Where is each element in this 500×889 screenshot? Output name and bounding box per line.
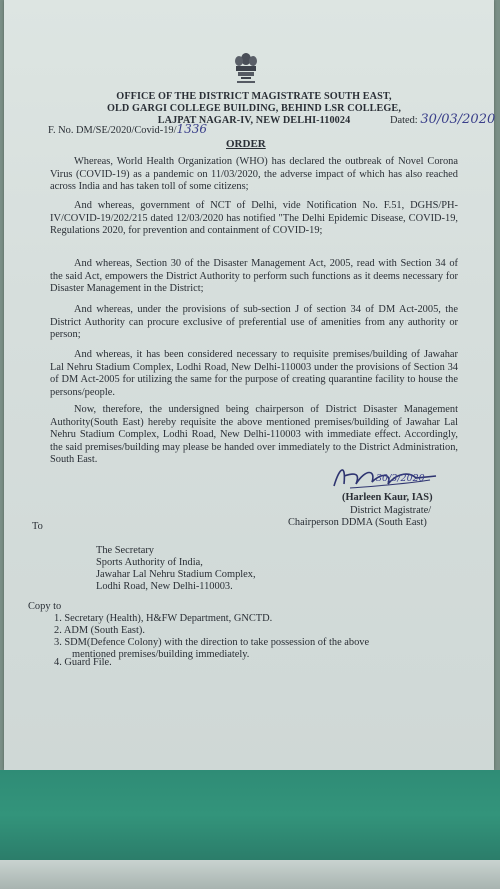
paragraph-6: Now, therefore, the undersigned being chairperson of District Disaster Management Authority(South East) hereby requisite the above mentioned premises/building of Jawahar Lal Nehru Stadium Complex, Lodhi Road, New Delhi-110003 with immediate effect. Accordingly, the said premises/building may please be handed over immediately to the District Administration, South East.: [50, 404, 458, 466]
file-number-text: F. No. DM/SE/2020/Covid-19/: [48, 125, 177, 136]
paragraph-1: Whereas, World Health Organization (WHO) has declared the outbreak of Novel Corona Virus (COVID-19) as a pandemic on 11/03/2020, the adverse impact of which has also reached across India and has taken toll of some citizens;: [50, 156, 458, 193]
copy-item: 4. Guard File.: [54, 657, 112, 668]
addressee-line: The Secretary: [96, 545, 154, 556]
national-emblem-icon: [232, 50, 260, 88]
to-label: To: [32, 521, 43, 532]
addressee-line: Jawahar Lal Nehru Stadium Complex,: [96, 569, 256, 580]
copy-item-continuation: mentioned premises/building immediately.: [72, 649, 250, 660]
addressee-line: Sports Authority of India,: [96, 557, 203, 568]
dated: [390, 114, 495, 128]
signatory-designation-1: District Magistrate/: [350, 505, 432, 516]
copy-item: 2. ADM (South East).: [54, 625, 145, 636]
paragraph-3: And whereas, Section 30 of the Disaster Management Act, 2005, read with Section 34 of the said Act, empowers the District Authority to perform such functions as it deems necessary for Disaster Management in the District;: [50, 258, 458, 295]
copy-item: 1. Secretary (Health), H&FW Department, GNCTD.: [54, 613, 273, 624]
table-surface: [0, 770, 500, 860]
dated-value: 30/03/2020: [420, 112, 496, 127]
signature-date: 30/3/2020: [376, 473, 425, 484]
paragraph-4: And whereas, under the provisions of sub-section J of section 34 of DM Act-2005, the District Authority can procure exclusive of preferential use of amenities from any authority or person;: [50, 304, 458, 341]
floor-surface: [0, 860, 500, 889]
paragraph-2: And whereas, government of NCT of Delhi, vide Notification No. F.51, DGHS/PH-IV/COVID-19/202/215 dated 12/03/2020 has notified "The Delhi Epidemic Disease, COVID-19, Regulations 2020, for prevention and containment of COVID-19;: [50, 200, 458, 237]
signatory-designation-2: Chairperson DDMA (South East): [288, 517, 427, 528]
header-line-2: OLD GARGI COLLEGE BUILDING, BEHIND LSR COLLEGE,: [107, 103, 401, 114]
dated-label: Dated:: [390, 115, 418, 126]
copy-item: 3. SDM(Defence Colony) with the direction to take possession of the above: [54, 637, 370, 648]
signatory-name: (Harleen Kaur, IAS): [342, 492, 433, 503]
document-page: [4, 0, 494, 770]
paragraph-5: And whereas, it has been considered necessary to requisite premises/building of Jawahar Lal Nehru Stadium Complex, Lodhi Road, New Delhi-110003 under the provisions of Section 34 of DM Act-2005 for utilizing the same for the purpose of creating quarantine facility to house the persons/people.: [50, 349, 458, 398]
copy-to-label: Copy to: [28, 601, 62, 612]
header-line-1: OFFICE OF THE DISTRICT MAGISTRATE SOUTH EAST,: [116, 91, 392, 102]
header-line-3: LAJPAT NAGAR-IV, NEW DELHI-110024: [157, 115, 351, 126]
file-number: [48, 123, 207, 138]
addressee-line: Lodhi Road, New Delhi-110003.: [96, 581, 233, 592]
file-number-handwritten: 1336: [176, 122, 208, 136]
order-title: ORDER: [226, 138, 266, 150]
